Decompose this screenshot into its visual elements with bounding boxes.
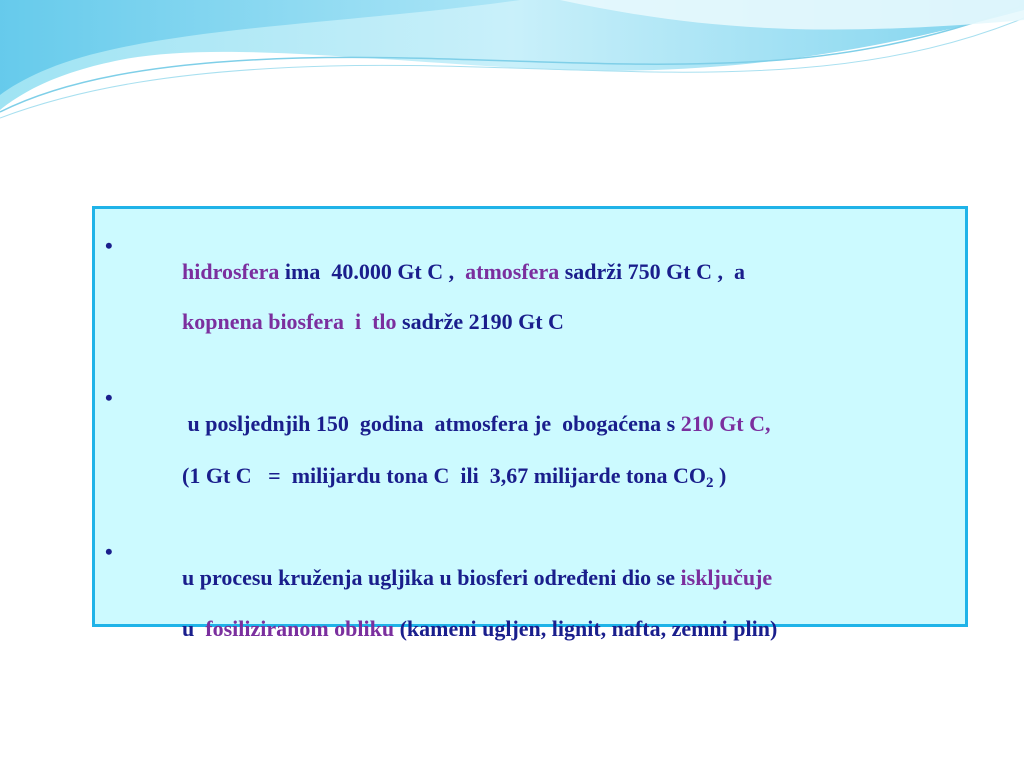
text-segment: u: [182, 616, 206, 641]
content-box: [92, 206, 968, 641]
subscript-2: 2: [706, 475, 714, 491]
text-segment: sadrže 2190 Gt C: [402, 309, 564, 334]
term-210-gt-c: 210 Gt C,: [680, 411, 771, 436]
text-segment: ima 40.000 Gt C ,: [284, 259, 466, 284]
term-fosiliziranom-obliku: fosiliziranom obliku: [205, 616, 400, 641]
bullet-2-line-2: [149, 437, 726, 522]
term-iskljucuje: isključuje: [680, 565, 773, 590]
text-segment: (kameni ugljen, lignit, nafta, zemni plin): [399, 616, 778, 641]
text-segment: u procesu kruženja ugljika u biosferi određeni dio se: [182, 565, 681, 590]
bullet-3-line-2: [149, 590, 777, 668]
text-segment: ): [713, 463, 727, 488]
bullet-1-line-2: [149, 283, 564, 361]
term-hidrosfera: hidrosfera: [182, 259, 285, 284]
bullet-1-marker: •: [105, 233, 113, 258]
term-kopnena-biosfera: kopnena biosfera i tlo: [182, 309, 403, 334]
text-segment: u posljednjih 150 godina atmosfera je obogaćena s: [182, 411, 681, 436]
text-segment: sadrži 750 Gt C , a: [564, 259, 745, 284]
bullet-3-marker: •: [105, 539, 113, 564]
term-atmosfera: atmosfera: [465, 259, 565, 284]
bullet-2-marker: •: [105, 385, 113, 410]
text-segment: (1 Gt C = milijardu tona C ili 3,67 milijarde tona CO: [182, 463, 707, 488]
decorative-wave-header: [0, 0, 1024, 130]
